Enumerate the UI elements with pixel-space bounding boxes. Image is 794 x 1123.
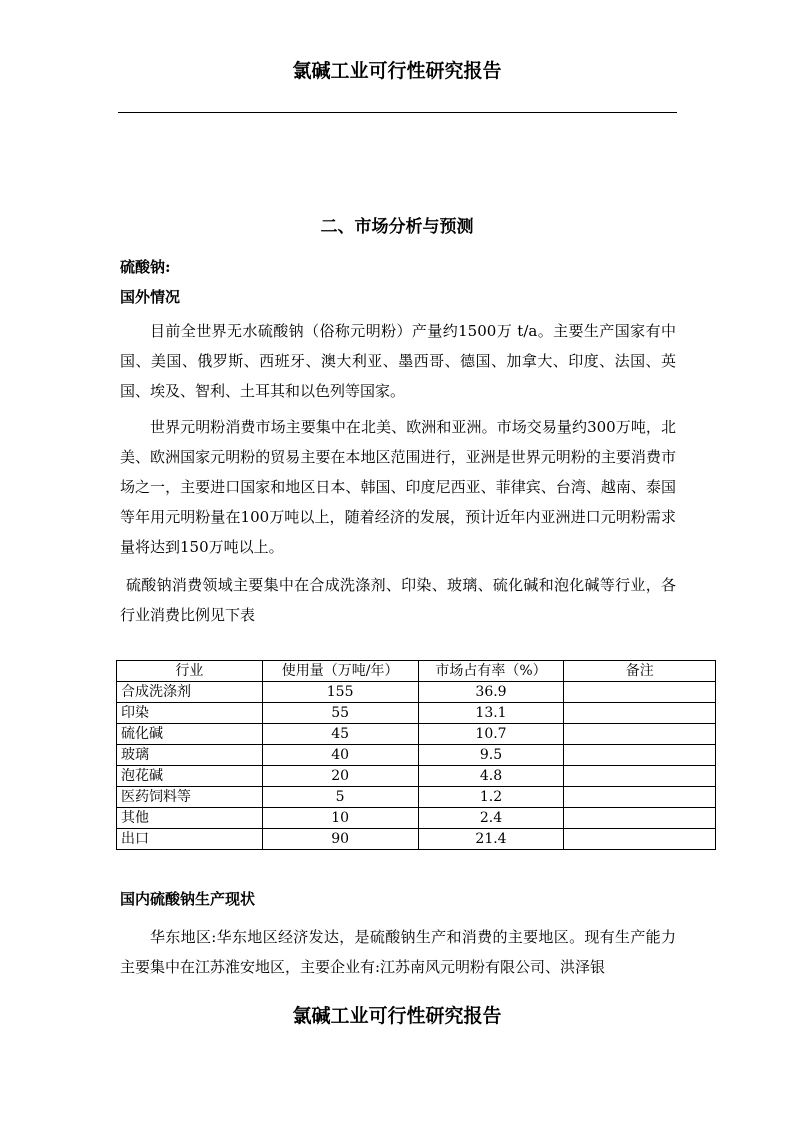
cell-share: 10.7 — [418, 724, 564, 745]
cell-industry: 合成洗涤剂 — [117, 682, 263, 703]
page-footer-title: 氯碱工业可行性研究报告 — [292, 1005, 502, 1027]
cell-share: 2.4 — [418, 808, 564, 829]
cell-usage: 55 — [262, 703, 418, 724]
cell-industry: 其他 — [117, 808, 263, 829]
cell-note — [564, 766, 716, 787]
cell-industry: 出口 — [117, 829, 263, 850]
cell-note — [564, 787, 716, 808]
cell-note — [564, 745, 716, 766]
cell-usage: 5 — [262, 787, 418, 808]
cell-usage: 20 — [262, 766, 418, 787]
paragraph-world-market: 世界元明粉消费市场主要集中在北美、欧洲和亚洲。市场交易量约300万吨，北美、欧洲国家元明粉的贸易主要在本地区范围进行，亚洲是世界元明粉的主要消费市场之一，主要进口国家和地区日本、韩国、印度尼西亚、菲律宾、台湾、越南、泰国等年用元明粉量在100万吨以上，随着经济的发展，预计近年内亚洲进口元明粉需求量将达到150万吨以上。 — [120, 418, 676, 556]
page-header-title: 氯碱工业可行性研究报告 — [292, 60, 502, 82]
cell-note — [564, 724, 716, 745]
table-row — [117, 682, 716, 703]
table-row — [117, 787, 716, 808]
subhead-domestic: 国内硫酸钠生产现状 — [120, 890, 256, 908]
table-row — [117, 766, 716, 787]
cell-note — [564, 682, 716, 703]
paragraph-global-production: 目前全世界无水硫酸钠（俗称元明粉）产量约1500万 t/a。主要生产国家有中国、美国、俄罗斯、西班牙、澳大利亚、墨西哥、德国、加拿大、印度、法国、英国、埃及、智利、土耳其和以色列等国家。 — [120, 322, 676, 400]
table-row — [117, 745, 716, 766]
cell-industry: 印染 — [117, 703, 263, 724]
table-row — [117, 808, 716, 829]
table-row — [117, 703, 716, 724]
cell-share: 1.2 — [418, 787, 564, 808]
cell-usage: 45 — [262, 724, 418, 745]
consumption-table — [116, 660, 716, 850]
column-header-share: 市场占有率（%） — [418, 661, 564, 682]
cell-share: 13.1 — [418, 703, 564, 724]
cell-note — [564, 808, 716, 829]
cell-note — [564, 829, 716, 850]
subhead-sodium-sulfate: 硫酸钠: — [120, 258, 171, 276]
cell-share: 9.5 — [418, 745, 564, 766]
table-row — [117, 724, 716, 745]
column-header-industry: 行业 — [117, 661, 263, 682]
cell-industry: 泡花碱 — [117, 766, 263, 787]
table-row — [117, 829, 716, 850]
section-title: 二、市场分析与预测 — [320, 217, 474, 237]
cell-usage: 155 — [262, 682, 418, 703]
cell-share: 21.4 — [418, 829, 564, 850]
cell-industry: 医药饲料等 — [117, 787, 263, 808]
cell-usage: 10 — [262, 808, 418, 829]
cell-note — [564, 703, 716, 724]
column-header-usage: 使用量（万吨/年） — [262, 661, 418, 682]
header-divider — [118, 112, 677, 113]
subhead-foreign: 国外情况 — [120, 288, 181, 306]
cell-usage: 90 — [262, 829, 418, 850]
paragraph-consumption-fields: 硫酸钠消费领域主要集中在合成洗涤剂、印染、玻璃、硫化碱和泡化碱等行业，各行业消费比例见下表 — [120, 576, 676, 624]
cell-usage: 40 — [262, 745, 418, 766]
table-header-row — [117, 661, 716, 682]
column-header-note: 备注 — [564, 661, 716, 682]
cell-share: 4.8 — [418, 766, 564, 787]
cell-industry: 硫化碱 — [117, 724, 263, 745]
cell-industry: 玻璃 — [117, 745, 263, 766]
paragraph-east-china: 华东地区:华东地区经济发达，是硫酸钠生产和消费的主要地区。现有生产能力主要集中在江苏淮安地区，主要企业有:江苏南风元明粉有限公司、洪泽银 — [120, 928, 676, 976]
cell-share: 36.9 — [418, 682, 564, 703]
